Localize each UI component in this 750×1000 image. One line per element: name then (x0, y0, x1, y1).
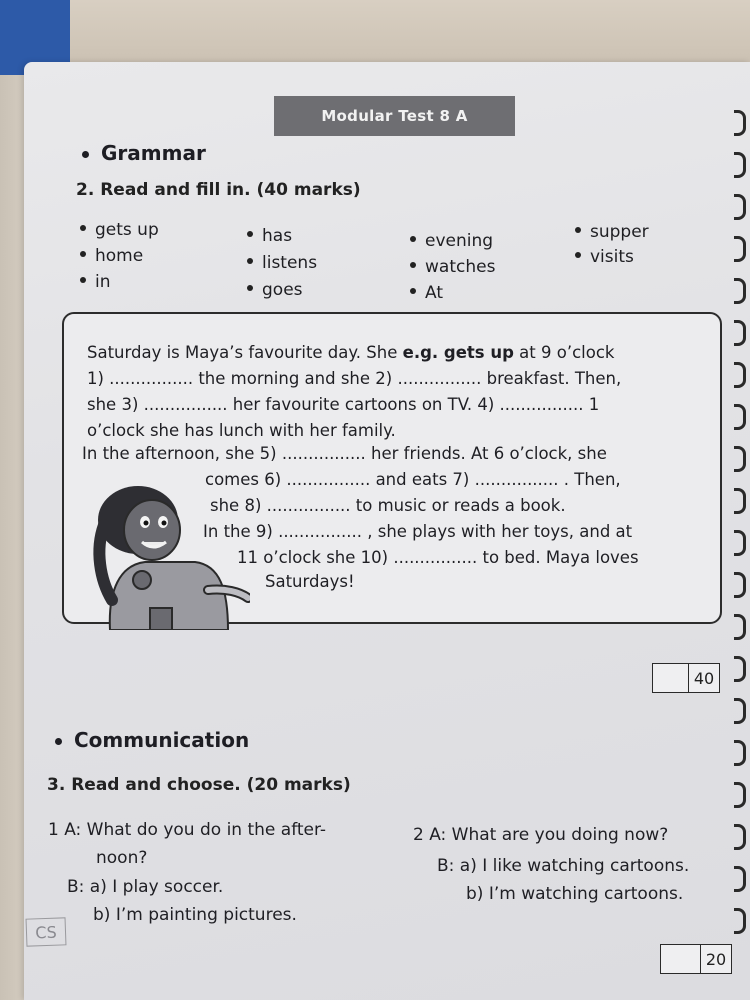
task-3-title: 3. Read and choose. (20 marks) (47, 775, 351, 795)
word-option: has (247, 226, 292, 246)
story-line: In the afternoon, she 5) ................ her friends. At 6 o’clock, she (82, 444, 607, 463)
word-option: At (410, 283, 443, 303)
cartoon-girl-illustration (90, 470, 250, 630)
word-option: goes (247, 280, 303, 300)
word-option: in (80, 272, 111, 292)
story-line: Saturdays! (265, 572, 355, 591)
word-option: evening (410, 231, 493, 251)
story-line: In the 9) ................ , she plays with her toys, and at (203, 522, 633, 541)
story-line: 11 o’clock she 10) ................ to bed. Maya loves (237, 548, 639, 567)
test-header-title: Modular Test 8 A (321, 107, 468, 125)
grammar-score-box (652, 663, 720, 693)
word-option: supper (575, 222, 649, 242)
story-line: she 3) ................ her favourite cartoons on TV. 4) ................ 1 (87, 395, 600, 414)
task-2-title: 2. Read and fill in. (40 marks) (76, 180, 361, 200)
grammar-section-title: Grammar (82, 141, 206, 165)
spiral-binding (728, 70, 750, 1000)
question-1-line: noon? (96, 848, 148, 868)
story-line: she 8) ................ to music or reads a book. (210, 496, 566, 515)
word-option: visits (575, 247, 634, 267)
word-option: gets up (80, 220, 159, 240)
question-1-option-b: b) I’m painting pictures. (93, 905, 297, 925)
bullet-icon (55, 738, 62, 745)
story-line: o’clock she has lunch with her family. (87, 421, 396, 440)
test-header (274, 96, 515, 136)
question-1-line: 1 A: What do you do in the after- (48, 820, 327, 840)
story-line: comes 6) ................ and eats 7) ................ . Then, (205, 470, 621, 489)
page-number-stamp: CS (26, 917, 67, 946)
grammar-score-value: 40 (693, 668, 715, 688)
communication-score-value: 20 (705, 949, 727, 969)
bullet-icon (82, 151, 89, 158)
question-1-option-a: B: a) I play soccer. (67, 877, 224, 897)
question-2-option-a: B: a) I like watching cartoons. (437, 856, 690, 876)
question-2-line: 2 A: What are you doing now? (413, 825, 669, 845)
word-option: listens (247, 253, 317, 273)
story-line: Saturday is Maya’s favourite day. She e.g. gets up at 9 o’clock (87, 343, 615, 362)
communication-score-box (660, 944, 732, 974)
word-option: watches (410, 257, 495, 277)
story-line: 1) ................ the morning and she 2) ................ breakfast. Then, (87, 369, 622, 388)
question-2-option-b: b) I’m watching cartoons. (466, 884, 684, 904)
communication-section-title: Communication (55, 728, 249, 752)
word-option: home (80, 246, 143, 266)
